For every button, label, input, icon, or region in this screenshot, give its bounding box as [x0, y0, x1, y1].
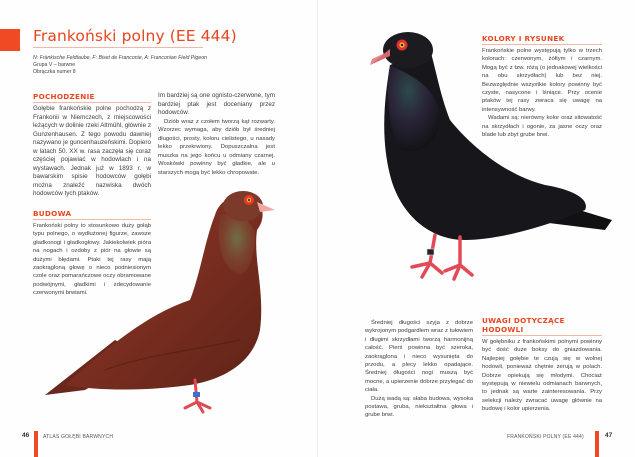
- breed-group: Grupa V – barwne: [33, 62, 76, 69]
- section-body: [365, 319, 473, 420]
- page-spine: [317, 0, 318, 457]
- footer-accent-bar-left: [34, 431, 38, 457]
- paragraph: Im bardziej są one ognisto-czerwone, tym bardziej ptak jest doceniany przez hodowców.: [158, 92, 275, 117]
- running-title-left: ATLAS GOŁĘBI BARWNYCH: [43, 434, 114, 440]
- paragraph: Gołębie frankońskie polne pochodzą z Frankonii w Niemczech, z miejscowości leżących w dolinie rzeki Altmühl, głównie z Gunzenhausen. Z tego powodu dawniej nazywano je guncenhauzeńskimi. Dopiero w latach 50. XX w. rasa zaczęła się coraz częściej pojawiać w hodowlach i na wystawach. Jednak już w 1893 r. w bawarskim spisie hodowców gołębi można znaleźć nazwiska dwóch hodowców tych ptaków.: [33, 105, 151, 198]
- title-accent-bar: [0, 29, 20, 51]
- section-kolory: [482, 34, 602, 139]
- breed-ring: Obrączka numer 8: [33, 69, 76, 76]
- leg-ring: [193, 392, 200, 397]
- paragraph: Frankońskie polne występują tylko w trzech kolorach: czerwonym, żółtym i czarnym. Mogą być z tzw. różą (o jednakowej wielkości na obu skrzydłach) lub bez niej. Bezwzględnie wszystkie kolory powinny być czyste, nasycone i lśniące. Przy ocenie ptaków tej rasy zwraca się uwagę na intensywność barwy.: [482, 48, 602, 113]
- leg-ring: [427, 249, 434, 255]
- page-number-right: 47: [605, 432, 613, 439]
- paragraph: W gołębniku z frankońskimi polnymi powinny być dość duże boksy do gniazdowania. Najlepiej gołębie te czują się w wolnej hodowli, ponieważ chętnie żerują w polach. Dobrze opiekują się młodymi. Chociaż występują w niewielu odmianach barwnych, to jednak są warte zainteresowania. Przy selekcji należy zwracać uwagę głównie na budowę i kolor upierzenia.: [482, 339, 602, 413]
- red-pigeon-image: [25, 180, 285, 420]
- section-uwagi: [482, 316, 602, 414]
- section-heading: KOLORY I RYSUNEK: [482, 34, 602, 45]
- paragraph: Wadami są: nierówny kolor oraz sitowatość na skrzydłach i ogonie, za jasne oczy oraz blade lub zbyt grube brwi.: [482, 115, 602, 139]
- section-col2: [158, 92, 275, 177]
- section-body: [158, 92, 275, 177]
- page-number-left: 46: [22, 432, 30, 439]
- breed-meta: [33, 55, 207, 77]
- paragraph: Frankoński polny to stosunkowo duży gołąb typu polnego, o wydłużonej figurze, zawsze gładkonogi i gładkogłowy. Jakiekolwiek pióra na nogach i ozdoby z piór na głowie są dużymi błędami. Ptaki tej rasy mają zaokrągloną głowę o nieco podniesionym czole oraz pomarańczowe oczy obramowane podwójnymi, gładkimi i zdecydowanie czerwonymi brwiami.: [33, 223, 151, 297]
- section-heading: POCHODZENIE: [33, 92, 151, 103]
- paragraph: Średniej długości szyja z dobrze wykrojonym podgardlem wraz z tułowiem i długimi skrzydłami tworzą harmonijną całość. Pierś powinna być szeroka, zaokrąglona i nieco wysunięta do przodu, a plecy lekko opadające. Średniej długości nogi muszą być mocne, a upierzenie dobrze przylegać do ciała.: [365, 320, 473, 394]
- section-heading: UWAGI DOTYCZĄCE HODOWLI: [482, 316, 602, 336]
- section-body: [482, 47, 602, 139]
- breed-foreign-names: N: Fränkische Feldtaube, F: Biset de Franconie, A: Franconian Field Pigeon: [33, 55, 207, 61]
- page-title: Frankoński polny (EE 444): [33, 27, 203, 48]
- paragraph: Dziób wraz z czołem tworzą kąt rozwarty. Wzorzec wymaga, aby dziób był średniej długości, prosty, koloru cielistego, u nasady lekko przekrwiony. Dopuszczalna jest muszka na jego końcu u odmiany czarnej. Woskówki powinny być gładkie, ale u starszych mogą być lekko chropowate.: [158, 118, 275, 176]
- section-heading: BUDOWA: [33, 209, 151, 220]
- section-szyja: [365, 319, 473, 420]
- running-title-right: FRANKOŃSKI POLNY (EE 444): [507, 434, 584, 440]
- paragraph: Dużą wadą są: słaba budowa, wysoka postawa, gruba, niekształtna głowa i grube brwi.: [365, 395, 473, 419]
- section-body: [482, 338, 602, 414]
- footer-accent-bar-right: [595, 431, 599, 457]
